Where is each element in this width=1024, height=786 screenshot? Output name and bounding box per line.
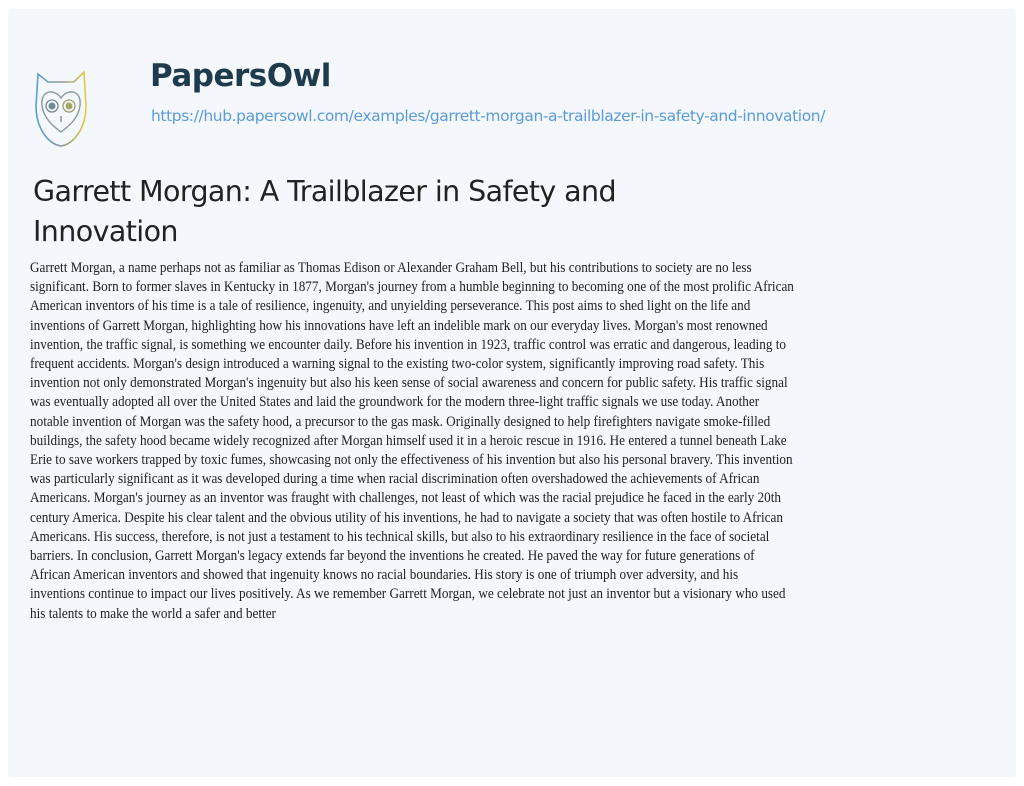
body-text-line: buildings, the safety hood became widely recognized after Morgan himself used it in a heroic rescue in 1916. He entered a tunnel beneath Lake [30, 432, 787, 449]
source-url-link[interactable]: https://hub.papersowl.com/examples/garrett-morgan-a-trailblazer-in-safety-and-innovation/ [151, 107, 826, 125]
body-text-line: significant. Born to former slaves in Kentucky in 1877, Morgan's journey from a humble beginning to becoming one of the most prolific African [30, 279, 794, 296]
body-text-line: Erie to save workers trapped by toxic fumes, showcasing not only the effectiveness of his invention but also his personal bravery. This invention [30, 452, 793, 469]
body-text-line: Americans. His success, therefore, is not just a testament to his technical skills, but also to his extraordinary resilience in the face of societal [30, 528, 770, 545]
owl-logo-icon [34, 66, 88, 150]
body-text-line: barriers. In conclusion, Garrett Morgan's legacy extends far beyond the inventions he created. He paved the way for future generations of [30, 548, 755, 565]
body-text-line: American inventors of his time is a tale of resilience, ingenuity, and unyielding perseverance. This post aims to shed light on the life and [30, 298, 751, 315]
article-body [30, 259, 1020, 624]
article-title: Garrett Morgan: A Trailblazer in Safety and Innovation [33, 175, 616, 248]
body-text-line: invention not only demonstrated Morgan's ingenuity but also his keen sense of social awareness and concern for public safety. His traffic signal [30, 375, 788, 392]
body-text-line: was particularly significant as it was developed during a time when racial discrimination often overshadowed the achievements of African [30, 471, 760, 488]
brand-name[interactable]: PapersOwl [150, 58, 331, 94]
body-text-line: notable invention of Morgan was the safety hood, a precursor to the gas mask. Originally designed to help firefighters navigate smoke-filled [30, 413, 771, 430]
body-text-line: century America. Despite his clear talent and the obvious utility of his inventions, he had to navigate a society that was often hostile to African [30, 509, 783, 526]
body-text-line: frequent accidents. Morgan's design introduced a warning signal to the existing two-color system, significantly improving road safety. This [30, 356, 765, 373]
body-text-line: was eventually adopted all over the United States and laid the groundwork for the modern three-light traffic signals we use today. Another [30, 394, 760, 411]
body-text-line: his talents to make the world a safer and better [30, 605, 276, 622]
body-text-line: Americans. Morgan's journey as an inventor was fraught with challenges, not least of which was the racial prejudice he faced in the early 20th [30, 490, 781, 507]
body-text-line: inventions continue to impact our lives positively. As we remember Garrett Morgan, we celebrate not just an inventor but a visionary who used [30, 586, 786, 603]
body-text-line: invention, the traffic signal, is something we encounter daily. Before his invention in 1923, traffic control was erratic and dangerous, leading to [30, 336, 786, 353]
body-text-line: African American inventors and showed that ingenuity knows no racial boundaries. His story is one of triumph over adversity, and his [30, 567, 739, 584]
body-text-line: Garrett Morgan, a name perhaps not as familiar as Thomas Edison or Alexander Graham Bell, but his contributions to society are no less [30, 260, 752, 276]
body-text-line: inventions of Garrett Morgan, highlighting how his innovations have left an indelible mark on our everyday lives. Morgan's most renowned [30, 317, 768, 334]
